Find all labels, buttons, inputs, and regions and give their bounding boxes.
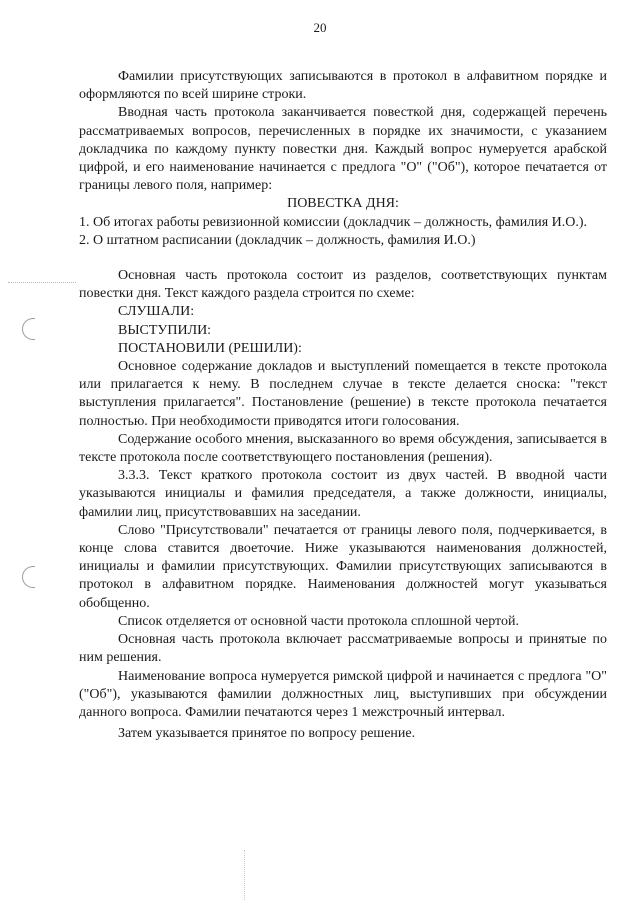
scheme-keyword: ПОСТАНОВИЛИ (РЕШИЛИ): [118,340,302,356]
paragraph: Фамилии присутствующих записываются в протокол в алфавитном порядке и оформляются по всей ширине строки. [79,69,607,103]
paragraph: Основное содержание докладов и выступлений помещается в тексте протокола или прилагается к нему. В последнем случае в тексте делается сноска: "текст выступления прилагается". Постановление (решение) в тексте протокола печатается полностью. При необходимости приводятся итоги голосования. [79,359,607,429]
page-number: 20 [313,20,327,35]
scan-artifact-line [244,850,246,900]
document-body [79,68,607,743]
agenda-item: 1. Об итогах работы ревизионной комиссии (докладчик – должность, фамилия И.О.). [79,214,588,230]
paragraph: Основная часть протокола состоит из разделов, соответствующих пунктам повестки дня. Текст каждого раздела строится по схеме: [79,268,607,302]
punch-hole-mark [22,318,35,340]
paragraph: Слово "Присутствовали" печатается от границы левого поля, подчеркивается, в конце слова ставится двоеточие. Ниже указываются наименования должностей, инициалы и фамилии присутствующих. Фамилии присутствующих записываются в протокол в алфавитном порядке. Наименования должностей могут указываться обобщенно. [79,522,607,611]
agenda-heading: ПОВЕСТКА ДНЯ: [287,196,399,212]
scan-artifact-line [8,282,76,284]
paragraph: Наименование вопроса нумеруется римской цифрой и начинается с предлога "О" ("Об"), указываются фамилии должностных лиц, выступивших при обсуждении данного вопроса. Фамилии печатаются через 1 межстрочный интервал. [79,668,607,720]
punch-hole-mark [22,566,35,588]
scheme-keyword: ВЫСТУПИЛИ: [118,322,212,338]
section-paragraph: 3.3.3. Текст краткого протокола состоит из двух частей. В вводной части указываются инициалы и фамилия председателя, а также должности, инициалы, фамилии лиц, присутствовавших на заседании. [79,468,607,520]
paragraph: Список отделяется от основной части протокола сплошной чертой. [118,613,519,629]
agenda-item: 2. О штатном расписании (докладчик – должность, фамилия И.О.) [79,232,476,248]
paragraph: Затем указывается принятое по вопросу решение. [118,726,416,742]
scheme-keyword: СЛУШАЛИ: [118,304,195,320]
paragraph: Вводная часть протокола заканчивается повесткой дня, содержащей перечень рассматриваемых вопросов, перечисленных в порядке их значимости, с указанием докладчика по каждому пункту повестки дня. Каждый вопрос нумеруется арабской цифрой, и его наименование начинается с предлога "О" ("Об"), которое печатается от границы левого поля, например: [79,105,607,194]
paragraph: Основная часть протокола включает рассматриваемые вопросы и принятые по ним решения. [79,632,607,666]
paragraph: Содержание особого мнения, высказанного во время обсуждения, записывается в тексте протокола после соответствующего постановления (решения). [79,431,607,466]
